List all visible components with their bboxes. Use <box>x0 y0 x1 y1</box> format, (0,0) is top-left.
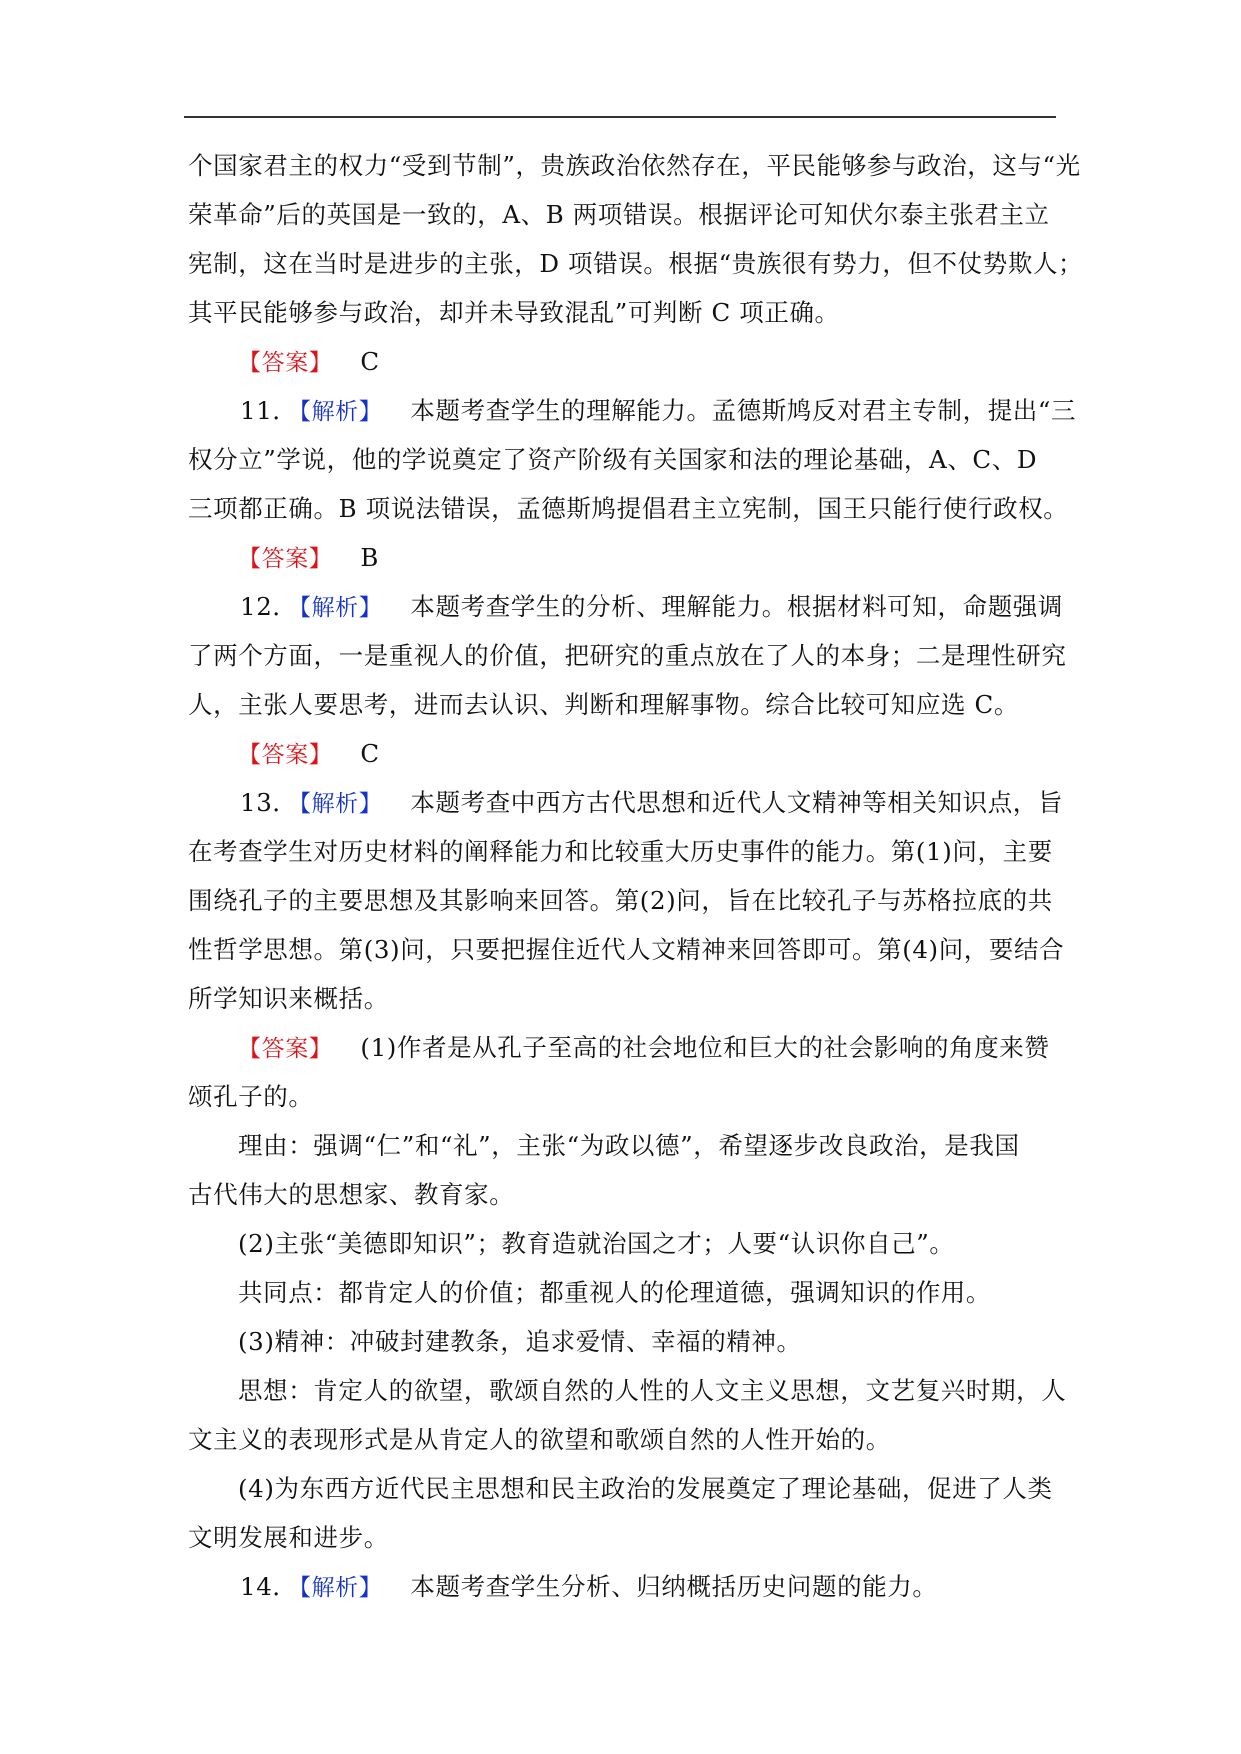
text-line: 思想：肯定人的欲望，歌颂自然的人性的人文主义思想，文艺复兴时期，人 <box>238 1376 1067 1405</box>
text-line: 宪制，这在当时是进步的主张，D 项错误。根据“贵族很有势力，但不仗势欺人； <box>188 249 1084 278</box>
question-number: 13． <box>240 788 298 817</box>
question-number: 11． <box>240 396 298 425</box>
analysis-text: 本题考查学生分析、归纳概括历史问题的能力。 <box>410 1572 938 1601</box>
header-rule <box>184 116 1056 118</box>
analysis-tag: 【解析】 <box>299 791 383 817</box>
text-line: 围绕孔子的主要思想及其影响来回答。第(2)问，旨在比较孔子与苏格拉底的共 <box>188 886 1053 915</box>
analysis-tag: 【解析】 <box>299 595 383 621</box>
text-line: (2)主张“美德即知识”；教育造就治国之才；人要“认识你自己”。 <box>238 1229 955 1258</box>
analysis-12 <box>188 582 1063 631</box>
answer-tag: 【答案】 <box>238 350 333 376</box>
analysis-tag: 【解析】 <box>299 1575 383 1601</box>
analysis-tag: 【解析】 <box>299 399 383 425</box>
answer-tag: 【答案】 <box>238 742 333 768</box>
text-line: 了两个方面，一是重视人的价值，把研究的重点放在了人的本身；二是理性研究 <box>188 641 1067 670</box>
analysis-text: 本题考查中西方古代思想和近代人文精神等相关知识点，旨 <box>410 788 1063 817</box>
analysis-14 <box>188 1562 1054 1611</box>
analysis-11 <box>188 386 1077 435</box>
text-line: 所学知识来概括。 <box>188 984 389 1013</box>
text-line: 共同点：都肯定人的价值；都重视人的伦理道德，强调知识的作用。 <box>238 1278 991 1307</box>
answer-value: B <box>360 543 380 572</box>
question-number: 12． <box>240 592 298 621</box>
question-number: 14． <box>240 1572 298 1601</box>
answer-value: C <box>360 739 380 768</box>
answer-value: C <box>360 347 380 376</box>
answer-text: (1)作者是从孔子至高的社会地位和巨大的社会影响的角度来赞 <box>360 1033 1050 1062</box>
analysis-text: 本题考查学生的理解能力。孟德斯鸠反对君主专制，提出“三 <box>410 396 1077 425</box>
text-line: 个国家君主的权力“受到节制”，贵族政治依然存在，平民能够参与政治，这与“光 <box>188 151 1081 180</box>
text-line: 理由：强调“仁”和“礼”，主张“为政以德”，希望逐步改良政治，是我国 <box>238 1131 1020 1160</box>
text-line: 性哲学思想。第(3)问，只要把握住近代人文精神来回答即可。第(4)问，要结合 <box>188 935 1065 964</box>
answer-tag: 【答案】 <box>238 1036 333 1062</box>
answer-tag: 【答案】 <box>238 546 333 572</box>
analysis-13 <box>188 778 1063 827</box>
answer-10 <box>188 337 1054 386</box>
text-line: 其平民能够参与政治，却并未导致混乱”可判断 C 项正确。 <box>188 298 840 327</box>
text-line: (3)精神：冲破封建教条，追求爱情、幸福的精神。 <box>238 1327 802 1356</box>
text-line: 三项都正确。B 项说法错误，孟德斯鸠提倡君主立宪制，国王只能行使行政权。 <box>188 494 1069 523</box>
text-line: 颂孔子的。 <box>188 1082 314 1111</box>
text-line: 文主义的表现形式是从肯定人的欲望和歌颂自然的人性开始的。 <box>188 1425 891 1454</box>
answer-12 <box>188 729 1054 778</box>
text-line: (4)为东西方近代民主思想和民主政治的发展奠定了理论基础，促进了人类 <box>238 1474 1053 1503</box>
text-line: 古代伟大的思想家、教育家。 <box>188 1180 515 1209</box>
document-body <box>188 141 1084 1611</box>
text-line: 文明发展和进步。 <box>188 1523 389 1552</box>
text-line: 在考查学生对历史材料的阐释能力和比较重大历史事件的能力。第(1)问，主要 <box>188 837 1053 866</box>
analysis-text: 本题考查学生的分析、理解能力。根据材料可知，命题强调 <box>410 592 1063 621</box>
answer-11 <box>188 533 1054 582</box>
text-line: 人，主张人要思考，进而去认识、判断和理解事物。综合比较可知应选 C。 <box>188 690 1019 719</box>
answer-13 <box>188 1023 1054 1072</box>
text-line: 荣革命”后的英国是一致的，A、B 两项错误。根据评论可知伏尔泰主张君主立 <box>188 200 1050 229</box>
text-line: 权分立”学说，他的学说奠定了资产阶级有关国家和法的理论基础，A、C、D <box>188 445 1038 474</box>
